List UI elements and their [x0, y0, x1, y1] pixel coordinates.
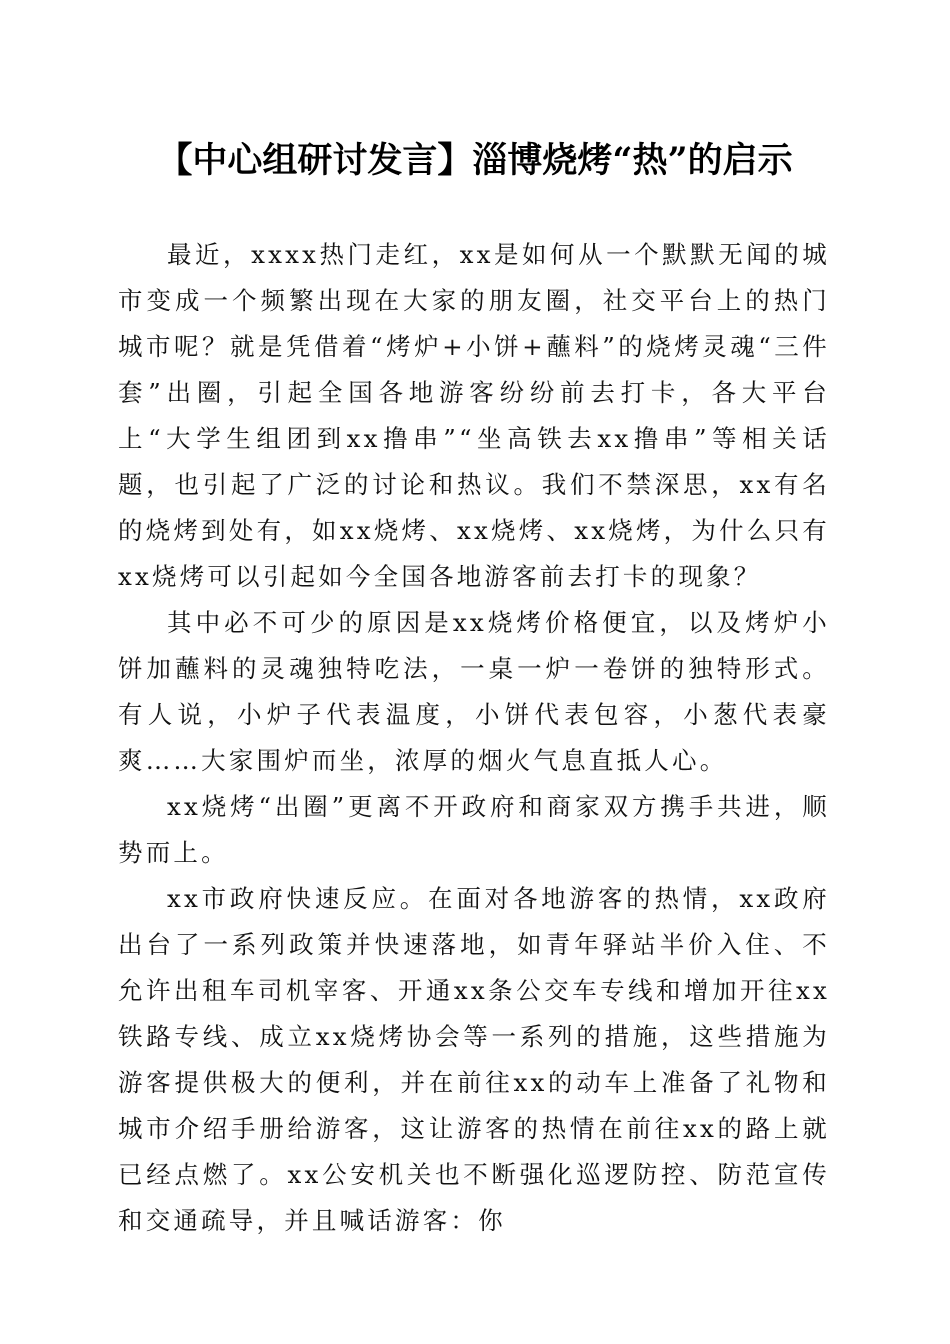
document-body: [118, 232, 830, 1244]
document-title: 【中心组研讨发言】淄博烧烤“热”的启示: [157, 140, 793, 181]
paragraph-2: 其中必不可少的原因是xx烧烤价格便宜，以及烤炉小饼加蘸料的灵魂独特吃法，一桌一炉一卷饼的独特形式。有人说，小炉子代表温度，小饼代表包容，小葱代表豪爽……大家围炉而坐，浓厚的烟火气息直抵人心。: [118, 608, 830, 775]
paragraph-4: xx市政府快速反应。在面对各地游客的热情，xx政府出台了一系列政策并快速落地，如青年驿站半价入住、不允许出租车司机宰客、开通xx条公交车专线和增加开往xx铁路专线、成立xx烧烤协会等一系列的措施，这些措施为游客提供极大的便利，并在前往xx的动车上准备了礼物和城市介绍手册给游客，这让游客的热情在前往xx的路上就已经点燃了。xx公安机关也不断强化巡逻防控、防范宣传和交通疏导，并且喊话游客：你: [118, 884, 830, 1235]
paragraph-1: 最近，xxxx热门走红，xx是如何从一个默默无闻的城市变成一个频繁出现在大家的朋友圈，社交平台上的热门城市呢？就是凭借着“烤炉+小饼+蘸料”的烧烤灵魂“三件套”出圈，引起全国各地游客纷纷前去打卡，各大平台上“大学生组团到xx撸串”“坐高铁去xx撸串”等相关话题，也引起了广泛的讨论和热议。我们不禁深思，xx有名的烧烤到处有，如xx烧烤、xx烧烤、xx烧烤，为什么只有xx烧烤可以引起如今全国各地游客前去打卡的现象？: [118, 240, 830, 591]
paragraph-3: xx烧烤“出圈”更离不开政府和商家双方携手共进，顺势而上。: [118, 792, 830, 867]
